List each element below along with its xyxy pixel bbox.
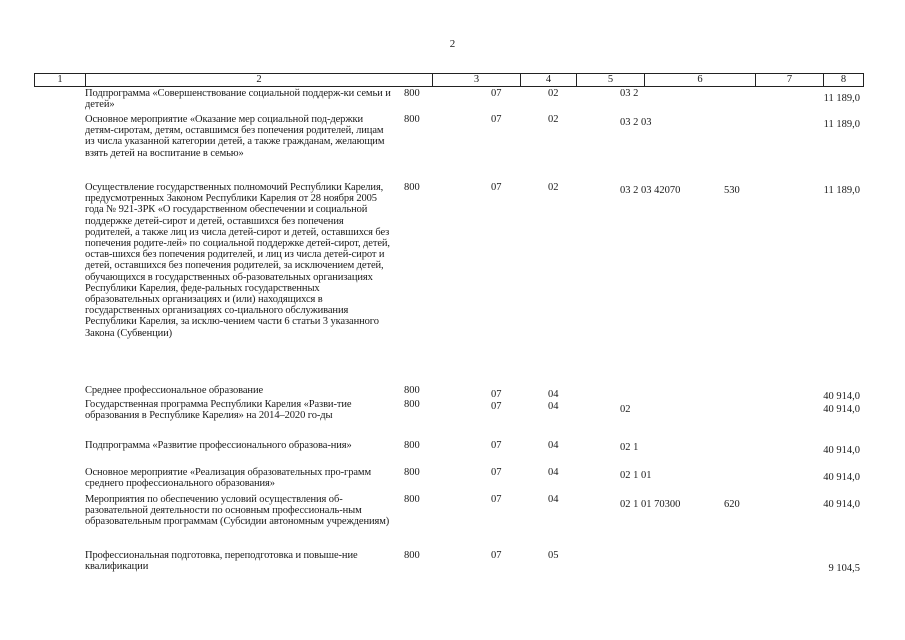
row-section-code: 07 xyxy=(491,440,502,451)
row-name: Подпрограмма «Совершенствование социальной поддерж-ки семьи и детей» xyxy=(85,88,391,111)
row-ministry-code: 800 xyxy=(404,182,420,193)
header-col-7: 7 xyxy=(755,74,823,86)
row-subsection-code: 04 xyxy=(548,401,559,412)
row-name: Мероприятия по обеспечению условий осуществления об-разовательной деятельности по основным профессиональ-ным образовательным программам (Субсидии автономным учреждениям) xyxy=(85,494,390,528)
row-name: Подпрограмма «Развитие профессионального образова-ния» xyxy=(85,440,352,451)
row-amount: 40 914,0 xyxy=(823,391,860,402)
row-amount: 40 914,0 xyxy=(823,472,860,483)
row-subsection-code: 04 xyxy=(548,440,559,451)
row-ministry-code: 800 xyxy=(404,467,420,478)
row-amount: 40 914,0 xyxy=(823,404,860,415)
row-ministry-code: 800 xyxy=(404,114,420,125)
row-target-code: 02 1 01 xyxy=(620,470,652,481)
row-amount: 11 189,0 xyxy=(823,93,860,104)
page-number: 2 xyxy=(449,38,456,50)
row-name: Основное мероприятие «Оказание мер социальной под-держки детям-сиротам, детям, оставшимся без попечения родителей, лицам из числа указанной категории детей, а также гражданам, желающим взять детей на воспитание в семью» xyxy=(85,114,385,159)
row-ministry-code: 800 xyxy=(404,88,420,99)
row-section-code: 07 xyxy=(491,389,502,400)
row-ministry-code: 800 xyxy=(404,385,420,396)
row-name: Осуществление государственных полномочий Республики Карелия, предусмотренных Законом Республики Карелия от 28 ноября 2005 года № 921-ЗРК «О государственном обеспечении и социальной поддержке детей-сирот и детей, оставшихся без попечения родителей, а также лиц из числа детей-сирот и детей, оставшихся без попечения родите-лей» по социальной поддержке детей-сирот, детей, остав-шихся без попечения родителей, и лиц из числа детей-сирот и детей, оставшихся без попечения родителей, за исключением детей, обучающихся в государственных об-разовательных организациях Республики Карелия, феде-ральных государственных образовательных организациях и (или) находящихся в государственных организациях со-циального обслуживания Республики Карелия, за исклю-чением части 6 статьи 3 указанного Закона (Субвенции) xyxy=(85,182,390,339)
row-section-code: 07 xyxy=(491,88,502,99)
header-col-5: 5 xyxy=(576,74,644,86)
row-target-code: 03 2 xyxy=(620,88,639,99)
header-col-8: 8 xyxy=(823,74,863,86)
row-ministry-code: 800 xyxy=(404,494,420,505)
header-col-1: 1 xyxy=(57,74,63,85)
row-section-code: 07 xyxy=(491,114,502,125)
row-amount: 40 914,0 xyxy=(823,445,860,456)
row-name: Государственная программа Республики Карелия «Разви-тие образования в Республике Карелия» на 2014–2020 го-ды xyxy=(85,399,352,422)
row-expense-type: 620 xyxy=(724,499,740,510)
header-col-4: 4 xyxy=(520,74,576,86)
row-section-code: 07 xyxy=(491,182,502,193)
row-subsection-code: 04 xyxy=(548,494,559,505)
row-section-code: 07 xyxy=(491,494,502,505)
row-expense-type: 530 xyxy=(724,185,740,196)
header-col-2: 2 xyxy=(85,74,432,86)
row-subsection-code: 05 xyxy=(548,550,559,561)
row-ministry-code: 800 xyxy=(404,550,420,561)
row-amount: 11 189,0 xyxy=(823,185,860,196)
row-section-code: 07 xyxy=(491,401,502,412)
row-subsection-code: 02 xyxy=(548,114,559,125)
row-target-code: 02 xyxy=(620,404,631,415)
row-amount: 40 914,0 xyxy=(823,499,860,510)
row-target-code: 02 1 01 70300 xyxy=(620,499,681,510)
row-target-code: 02 1 xyxy=(620,442,639,453)
row-subsection-code: 04 xyxy=(548,467,559,478)
row-amount: 11 189,0 xyxy=(823,119,860,130)
row-section-code: 07 xyxy=(491,550,502,561)
row-amount: 9 104,5 xyxy=(828,563,860,574)
row-name: Профессиональная подготовка, переподготовка и повыше-ние квалификации xyxy=(85,550,358,573)
row-name: Среднее профессиональное образование xyxy=(85,385,264,396)
row-ministry-code: 800 xyxy=(404,440,420,451)
row-subsection-code: 02 xyxy=(548,88,559,99)
row-ministry-code: 800 xyxy=(404,399,420,410)
table-header xyxy=(34,73,864,87)
row-name: Основное мероприятие «Реализация образовательных про-грамм среднего профессионального образования» xyxy=(85,467,372,490)
header-col-6: 6 xyxy=(644,74,755,86)
row-subsection-code: 02 xyxy=(548,182,559,193)
row-target-code: 03 2 03 xyxy=(620,117,652,128)
row-section-code: 07 xyxy=(491,467,502,478)
row-target-code: 03 2 03 42070 xyxy=(620,185,681,196)
row-subsection-code: 04 xyxy=(548,389,559,400)
header-col-3: 3 xyxy=(432,74,520,86)
